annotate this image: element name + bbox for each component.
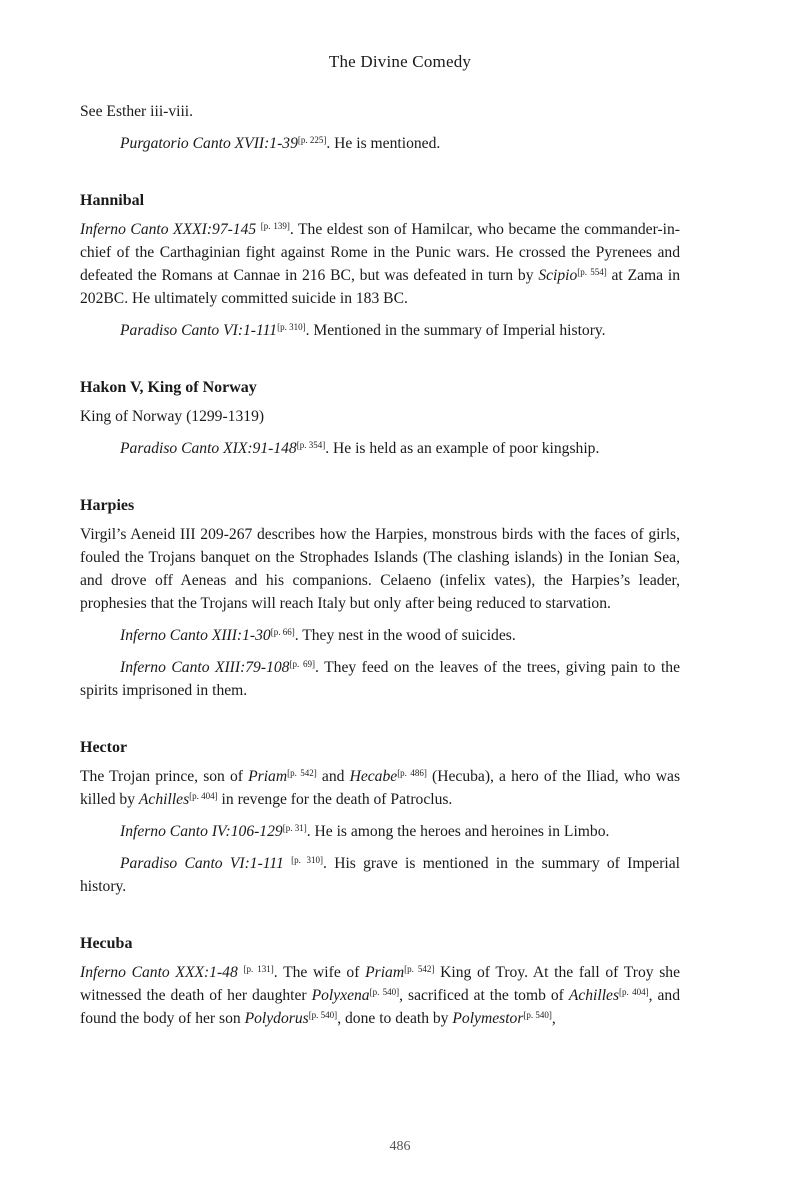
entry-heading-hannibal: Hannibal xyxy=(80,192,145,209)
canto-reference: Paradiso Canto XIX:91-148[p. 354]. He is held as an example of poor kingship. xyxy=(120,440,600,457)
entry-paragraph: King of Norway (1299-1319) xyxy=(80,408,265,425)
entry-heading-hector: Hector xyxy=(80,739,128,756)
canto-reference: Inferno Canto XIII:1-30[p. 66]. They nest in the wood of suicides. xyxy=(120,627,516,644)
cross-reference-link[interactable]: Priam xyxy=(365,964,405,981)
page-marker: [p. 542] xyxy=(404,964,435,974)
page-marker: [p. 66] xyxy=(270,627,295,637)
see-reference-line: See Esther iii-viii. xyxy=(80,103,194,120)
cross-reference-link[interactable]: Polyxena xyxy=(311,987,370,1004)
entry-heading-hecuba: Hecuba xyxy=(80,935,133,952)
entry-paragraph: Inferno Canto XXXI:97-145 [p. 139]. The eldest son of Hamilcar, who became the commander-in-chief of the Carthaginian fight against Rome in the Punic wars. He crossed the Pyrenees and defeated the Romans at Cannae in 216 BC, but was defeated in turn by Scipio[p. 554] at Zama in 202BC. He ultimately committed suicide in 183 BC. xyxy=(80,221,681,307)
canto-link[interactable]: Paradiso Canto VI:1-111 xyxy=(120,855,284,872)
canto-link[interactable]: Inferno Canto IV:106-129 xyxy=(120,823,283,840)
cross-reference-link[interactable]: Priam xyxy=(248,768,288,785)
cross-reference-link[interactable]: Polydorus xyxy=(244,1010,309,1027)
page-marker: [p. 131] xyxy=(243,964,274,974)
page-marker: [p. 540] xyxy=(308,1010,338,1020)
page-number: 486 xyxy=(389,1139,411,1154)
cross-reference-link[interactable]: Polymestor xyxy=(452,1010,524,1027)
canto-link[interactable]: Paradiso Canto XIX:91-148 xyxy=(120,440,297,457)
page-marker: [p. 554] xyxy=(577,267,607,277)
page-marker: [p. 404] xyxy=(189,791,218,801)
page-marker: [p. 310] xyxy=(277,322,306,332)
entry-paragraph: The Trojan prince, son of Priam[p. 542] and Hecabe[p. 486] (Hecuba), a hero of the Iliad, who was killed by Achilles[p. 404] in revenge for the death of Patroclus. xyxy=(80,768,681,808)
canto-reference: Purgatorio Canto XVII:1-39[p. 225]. He is mentioned. xyxy=(120,135,441,152)
page-body xyxy=(80,100,680,1030)
page-marker: [p. 540] xyxy=(523,1010,552,1020)
cross-reference-link[interactable]: Achilles xyxy=(138,791,190,808)
page-marker: [p. 404] xyxy=(619,987,649,997)
entry-heading-harpies: Harpies xyxy=(80,497,135,514)
page-marker: [p. 69] xyxy=(289,659,316,669)
cross-reference-link[interactable]: Achilles xyxy=(568,987,620,1004)
canto-link[interactable]: Paradiso Canto VI:1-111 xyxy=(120,322,278,339)
entry-paragraph: Virgil’s Aeneid III 209-267 describes how the Harpies, monstrous birds with the faces of girls, fouled the Trojans banquet on the Strophades Islands (The clashing islands) in the Ionian Sea, and drove off Aeneas and his companions. Celaeno (infelix vates), the Harpies’s leader, prophesies that the Trojans will reach Italy but only after being reduced to starvation. xyxy=(80,526,680,612)
page-marker: [p. 31] xyxy=(282,823,307,833)
canto-reference: Paradiso Canto VI:1-111[p. 310]. Mentioned in the summary of Imperial history. xyxy=(120,322,606,339)
canto-reference: Paradiso Canto VI:1-111 [p. 310]. His grave is mentioned in the summary of Imperial history. xyxy=(80,855,680,895)
running-title: The Divine Comedy xyxy=(328,52,472,71)
canto-link[interactable]: Inferno Canto XIII:1-30 xyxy=(120,627,271,644)
canto-reference: Inferno Canto IV:106-129[p. 31]. He is among the heroes and heroines in Limbo. xyxy=(120,823,610,840)
page-marker: [p. 540] xyxy=(369,987,400,997)
canto-link[interactable]: Inferno Canto XXXI:97-145 xyxy=(80,221,257,238)
page-marker: [p. 354] xyxy=(296,440,326,450)
cross-reference-link[interactable]: Scipio xyxy=(538,267,578,284)
cross-reference-link[interactable]: Hecabe xyxy=(349,768,398,785)
canto-link[interactable]: Inferno Canto XIII:79-108 xyxy=(120,659,290,676)
page-marker: [p. 542] xyxy=(287,768,317,778)
page-marker: [p. 225] xyxy=(297,135,327,145)
entry-paragraph: Inferno Canto XXX:1-48 [p. 131]. The wife of Priam[p. 542] King of Troy. At the fall of Troy she witnessed the death of her daughter Polyxena[p. 540], sacrificed at the tomb of Achilles[p. 404], and found the body of her son Polydorus[p. 540], done to death by Polymestor[p. 540], xyxy=(80,964,681,1027)
page-marker: [p. 486] xyxy=(397,768,427,778)
page-marker: [p. 310] xyxy=(291,855,324,865)
canto-link[interactable]: Purgatorio Canto XVII:1-39 xyxy=(120,135,298,152)
canto-link[interactable]: Inferno Canto XXX:1-48 xyxy=(80,964,238,981)
page-marker: [p. 139] xyxy=(260,221,290,231)
entry-heading-hakon: Hakon V, King of Norway xyxy=(80,379,257,396)
canto-reference: Inferno Canto XIII:79-108[p. 69]. They feed on the leaves of the trees, giving pain to the spirits imprisoned in them. xyxy=(80,659,680,699)
